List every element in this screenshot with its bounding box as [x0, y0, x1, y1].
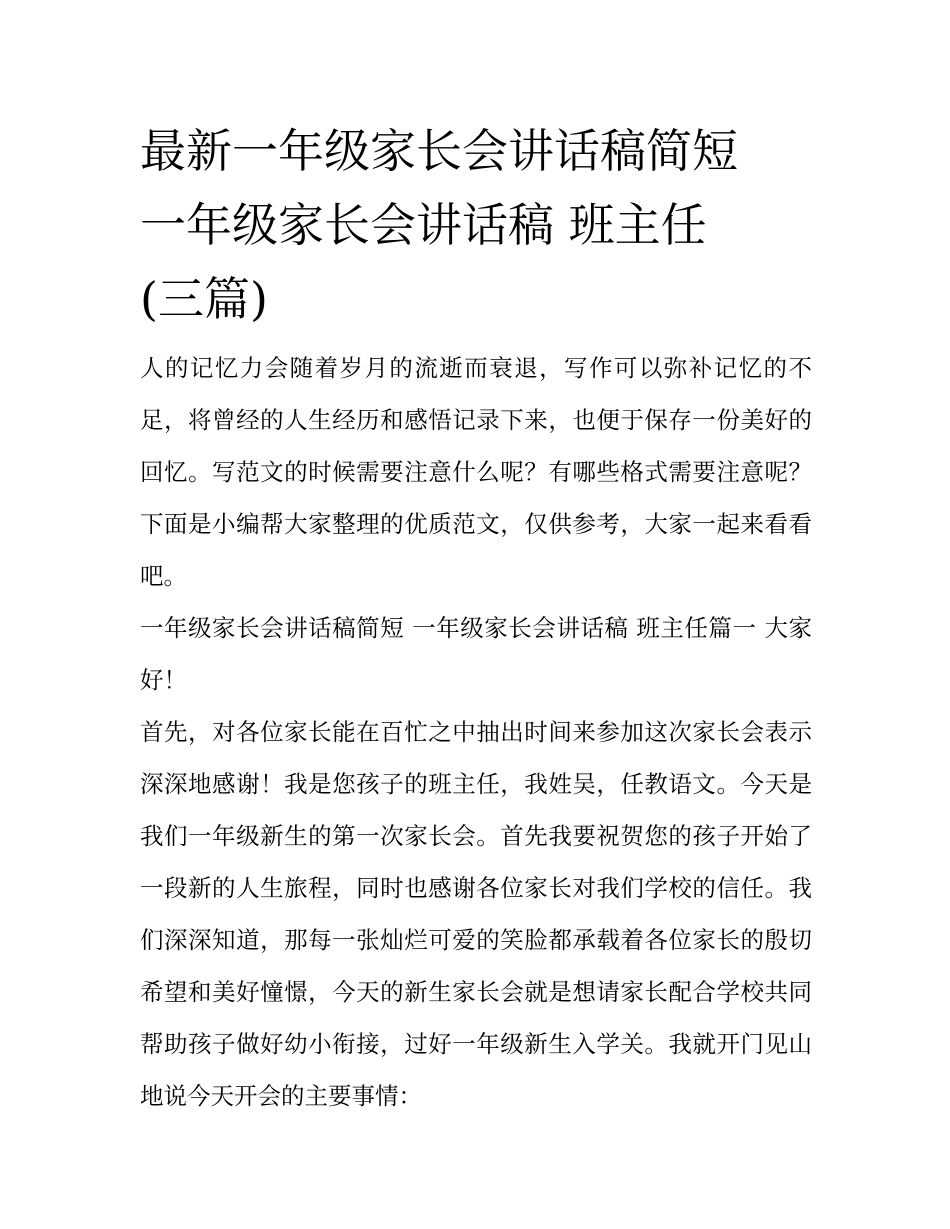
speech-paragraph: 首先，对各位家长能在百忙之中抽出时间来参加这次家长会表示深深地感谢！我是您孩子的班主任，我姓吴，任教语文。今天是我们一年级新生的第一次家长会。首先我要祝贺您的孩子开始了一段新的人生旅程，同时也感谢各位家长对我们学校的信任。我们深深知道，那每一张灿烂可爱的笑脸都承载着各位家长的殷切希望和美好憧憬，今天的新生家长会就是想请家长配合学校共同帮助孩子做好幼小衔接，过好一年级新生入学关。我就开门见山地说今天开会的主要事情： — [140, 718, 812, 1110]
document-body — [140, 342, 812, 1122]
section-heading-paragraph: 一年级家长会讲话稿简短 一年级家长会讲话稿 班主任篇一 大家好！ — [140, 614, 812, 694]
document-title — [140, 114, 812, 336]
document-page — [140, 114, 812, 1122]
intro-paragraph: 人的记忆力会随着岁月的流逝而衰退，写作可以弥补记忆的不足，将曾经的人生经历和感悟记录下来，也便于保存一份美好的回忆。写范文的时候需要注意什么呢？有哪些格式需要注意呢？下面是小编帮大家整理的优质范文，仅供参考，大家一起来看看吧。 — [140, 354, 812, 590]
title-line-3: (三篇) — [140, 272, 268, 326]
title-line-2: 一年级家长会讲话稿 班主任 — [140, 198, 707, 252]
title-line-1: 最新一年级家长会讲话稿简短 — [140, 124, 738, 178]
